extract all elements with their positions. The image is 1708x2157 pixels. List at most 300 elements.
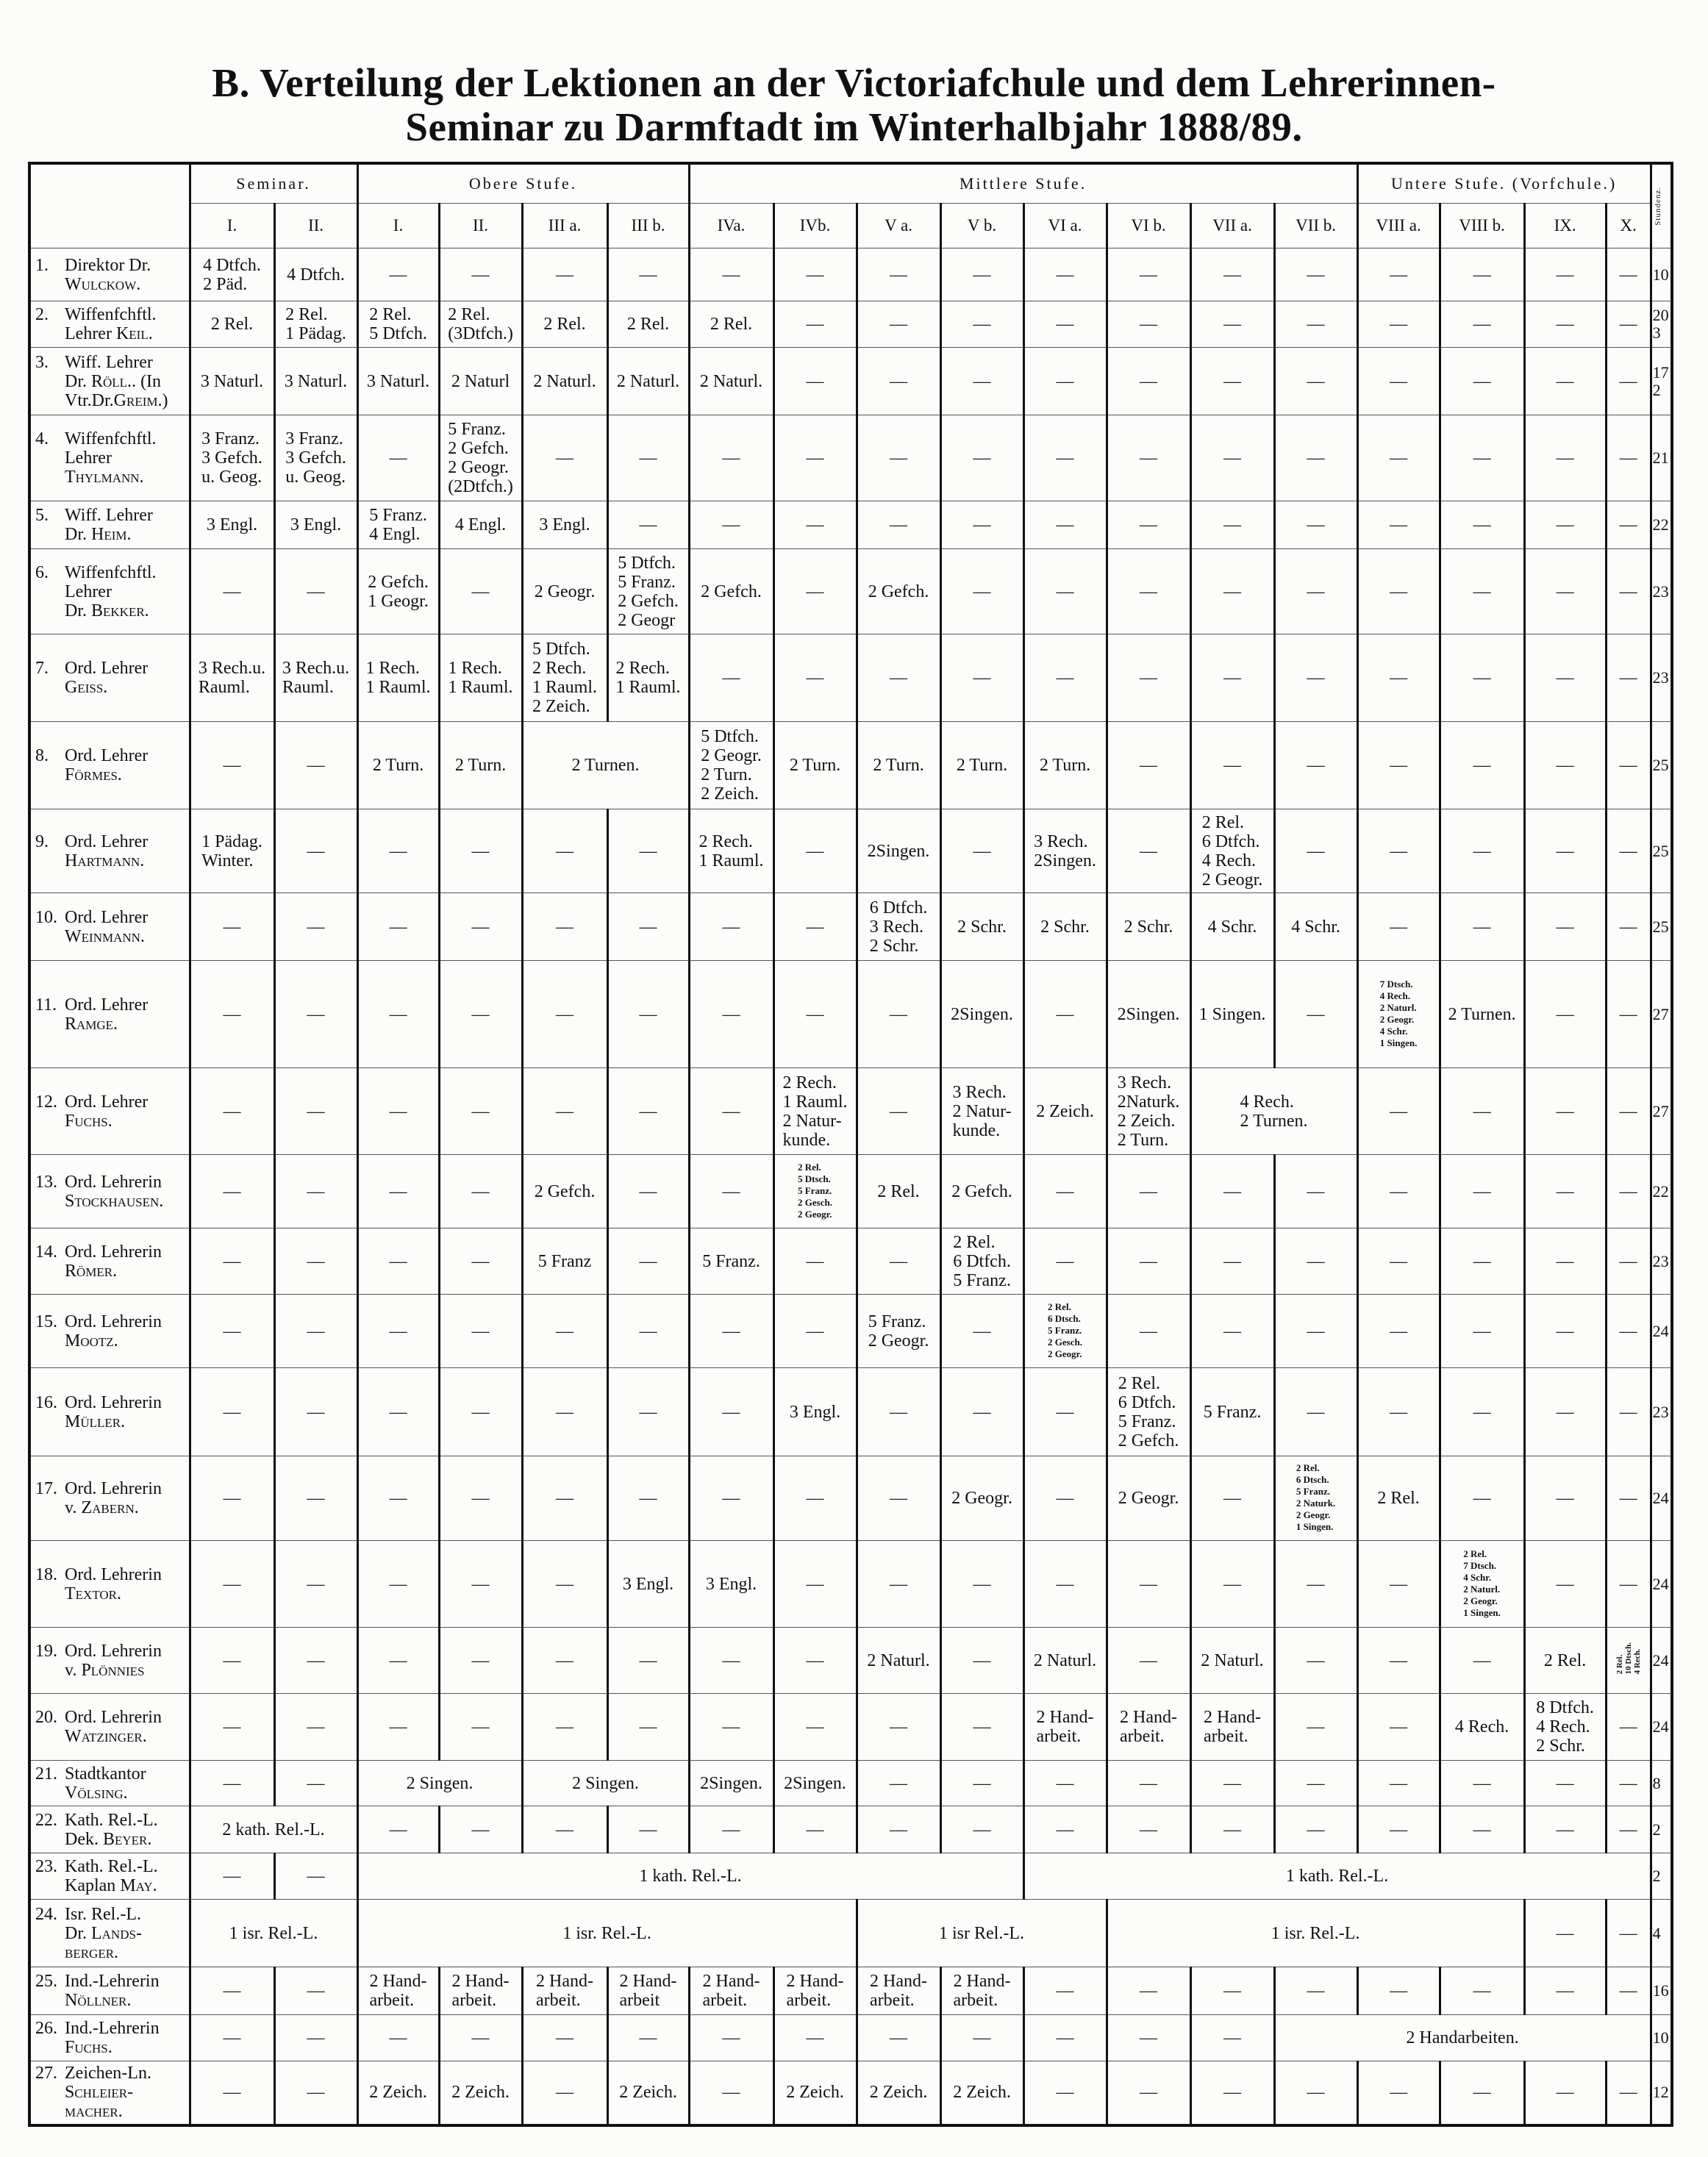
lesson-text: — <box>890 2028 908 2047</box>
class-header: VIII b. <box>1440 204 1524 248</box>
lesson-text: — <box>639 515 657 534</box>
lesson-text: 2 Rel. 6 Dtfch. 4 Rech. 2 Geogr. <box>1201 812 1263 890</box>
empty-lesson-cell <box>773 248 857 301</box>
teacher-name-line <box>35 1857 187 1876</box>
empty-lesson-cell <box>439 809 522 893</box>
teacher-name-line <box>35 1811 187 1830</box>
lesson-text: — <box>1390 1181 1408 1201</box>
empty-lesson-cell <box>940 1368 1023 1456</box>
empty-lesson-cell <box>689 2061 773 2125</box>
lesson-cell <box>190 415 274 501</box>
lesson-text: — <box>639 448 657 468</box>
empty-lesson-cell <box>522 415 607 501</box>
row-number: 16. <box>35 1392 57 1412</box>
empty-lesson-cell <box>1606 348 1651 415</box>
lesson-cell <box>773 1155 857 1228</box>
lesson-text: — <box>1056 2028 1074 2047</box>
lesson-text: — <box>973 1820 991 1839</box>
teacher-surname: Röll. <box>91 371 132 391</box>
empty-lesson-cell <box>940 1541 1023 1628</box>
lesson-text: — <box>1556 265 1574 285</box>
empty-lesson-cell <box>1190 1155 1274 1228</box>
empty-lesson-cell <box>274 1541 357 1628</box>
total-hours-cell <box>1651 415 1672 501</box>
empty-lesson-cell <box>857 1228 940 1295</box>
lesson-text: 2 Turn. <box>956 756 1008 775</box>
lesson-text: — <box>890 448 908 468</box>
lesson-text: — <box>556 2083 574 2103</box>
lesson-text: — <box>1556 315 1574 334</box>
lesson-text: — <box>1056 582 1074 601</box>
empty-lesson-cell <box>1357 809 1440 893</box>
total-hours-header <box>1651 163 1672 248</box>
empty-lesson-cell <box>689 501 773 549</box>
lesson-text: — <box>1473 448 1491 468</box>
lesson-text: — <box>389 265 407 285</box>
total-hours-cell <box>1651 248 1672 301</box>
empty-lesson-cell <box>773 1456 857 1541</box>
lesson-cell <box>274 301 357 348</box>
lesson-text: — <box>1556 1402 1574 1422</box>
empty-lesson-cell <box>607 1155 689 1228</box>
table-row <box>29 2015 1672 2061</box>
table-row <box>29 501 1672 549</box>
table-row <box>29 1900 1672 1967</box>
empty-lesson-cell <box>940 1628 1023 1694</box>
lesson-text: — <box>973 1773 991 1793</box>
empty-lesson-cell <box>1190 1295 1274 1368</box>
empty-lesson-cell <box>1440 1628 1524 1694</box>
lesson-cell <box>439 301 522 348</box>
empty-lesson-cell <box>190 1228 274 1295</box>
empty-lesson-cell <box>1357 1295 1440 1368</box>
empty-lesson-cell <box>607 501 689 549</box>
empty-lesson-cell <box>1524 1541 1606 1628</box>
teacher-surname: Lands- <box>91 1923 142 1943</box>
empty-lesson-cell <box>1274 1694 1357 1761</box>
lesson-text: — <box>973 371 991 391</box>
lesson-cell <box>1107 1456 1190 1541</box>
lesson-text: 2 Hand- arbeit. <box>369 1972 427 2010</box>
total-hours-cell <box>1651 1068 1672 1155</box>
lesson-text: — <box>1307 515 1325 534</box>
teacher-title: Wiffenfchftl. <box>65 305 157 324</box>
empty-lesson-cell <box>1524 501 1606 549</box>
lesson-text: — <box>1056 1773 1074 1793</box>
lesson-text: — <box>471 1321 490 1341</box>
teacher-title: Dek. <box>65 1829 103 1849</box>
teacher-title: Wiffenfchftl. <box>65 429 157 448</box>
lesson-text: — <box>1140 1773 1158 1793</box>
teacher-name-cell <box>29 1694 190 1761</box>
lesson-text: — <box>1473 2083 1491 2103</box>
table-row <box>29 348 1672 415</box>
total-hours-value: 17 2 <box>1652 362 1669 399</box>
empty-lesson-cell <box>1107 1541 1190 1628</box>
empty-lesson-cell <box>1274 1155 1357 1228</box>
lesson-text: — <box>806 315 824 334</box>
total-hours-cell <box>1651 1541 1672 1628</box>
empty-lesson-cell <box>1524 549 1606 634</box>
lesson-text: — <box>1056 315 1074 334</box>
empty-lesson-cell <box>1190 549 1274 634</box>
teacher-surname: Stockhausen. <box>65 1191 164 1211</box>
teacher-name-line <box>35 1661 187 1680</box>
teacher-name-line <box>35 908 187 927</box>
lesson-text: — <box>973 315 991 334</box>
table-row <box>29 1628 1672 1694</box>
lesson-text: 2 Hand- arbeit. <box>702 1972 760 2010</box>
lesson-cell <box>357 634 439 722</box>
lesson-text: — <box>1223 315 1242 334</box>
lesson-cell <box>1107 1068 1190 1155</box>
lesson-cell <box>522 501 607 549</box>
total-hours-value: 24 <box>1652 1574 1669 1593</box>
lesson-text: — <box>223 1650 241 1670</box>
row-number: 11. <box>35 995 57 1015</box>
empty-lesson-cell <box>773 893 857 961</box>
class-header: VI b. <box>1107 204 1190 248</box>
teacher-title: Ord. Lehrer <box>65 831 149 851</box>
lesson-text: 2 Hand- arbeit. <box>870 1972 927 2010</box>
lesson-text: — <box>471 841 490 861</box>
lesson-text: — <box>556 1101 574 1121</box>
empty-lesson-cell <box>1440 1456 1524 1541</box>
empty-lesson-cell <box>857 1541 940 1628</box>
empty-lesson-cell <box>1357 549 1440 634</box>
lesson-text: 1 kath. Rel.-L. <box>1285 1867 1389 1886</box>
lesson-text: — <box>471 917 490 937</box>
empty-lesson-cell <box>1606 1068 1651 1155</box>
teacher-title: Isr. Rel.-L. <box>65 1904 141 1924</box>
empty-lesson-cell <box>1606 1761 1651 1806</box>
lesson-text: 5 Franz. 2 Gefch. 2 Geogr. (2Dtfch.) <box>448 420 513 496</box>
empty-lesson-cell <box>1190 2061 1274 2125</box>
document-title-line-2: Seminar zu Darmftadt im Winterhalbjahr 1888/89. <box>405 104 1303 149</box>
empty-lesson-cell <box>1023 1228 1107 1295</box>
class-header: IVb. <box>773 204 857 248</box>
lesson-text: — <box>639 1402 657 1422</box>
lesson-text: — <box>1223 1574 1242 1594</box>
empty-lesson-cell <box>357 2015 439 2061</box>
lesson-text: 2 Rel. 6 Dtfch. 5 Franz. 2 Gefch. <box>1118 1373 1179 1450</box>
lesson-text: — <box>1140 756 1158 775</box>
table-row <box>29 1761 1672 1806</box>
empty-lesson-cell <box>1107 2061 1190 2125</box>
lesson-text: 2 Hand- arbeit <box>619 1972 677 2010</box>
lesson-text: 4 Engl. <box>454 515 507 534</box>
empty-lesson-cell <box>357 809 439 893</box>
lesson-text: — <box>223 1489 241 1508</box>
total-hours-cell <box>1651 549 1672 634</box>
lesson-cell <box>357 722 439 809</box>
teacher-surname: May. <box>120 1876 157 1895</box>
teacher-name-line <box>35 391 187 410</box>
lesson-text: — <box>1140 1650 1158 1670</box>
empty-lesson-cell <box>1524 248 1606 301</box>
lesson-text: — <box>1473 668 1491 687</box>
teacher-name-line <box>35 1830 187 1849</box>
lesson-text: — <box>722 1820 740 1839</box>
lesson-text: — <box>639 1004 657 1024</box>
empty-lesson-cell <box>1274 1761 1357 1806</box>
teacher-name-cell <box>29 809 190 893</box>
teacher-name-cell <box>29 301 190 348</box>
lesson-text: — <box>1619 1820 1637 1839</box>
lesson-text: 2Singen. <box>951 1004 1013 1024</box>
lesson-cell <box>190 301 274 348</box>
lesson-text: — <box>1140 1251 1158 1271</box>
lesson-text: 4 Dtfch. <box>287 265 345 285</box>
empty-lesson-cell <box>689 1368 773 1456</box>
teacher-title: Ord. Lehrer <box>65 995 149 1015</box>
lesson-text: 8 Dtfch. 4 Rech. 2 Schr. <box>1536 1698 1594 1756</box>
lesson-cell <box>1190 1628 1274 1694</box>
empty-lesson-cell <box>1606 961 1651 1068</box>
empty-lesson-cell <box>607 1295 689 1368</box>
lesson-text: — <box>806 1004 824 1024</box>
teacher-name-cell <box>29 1628 190 1694</box>
empty-lesson-cell <box>607 961 689 1068</box>
total-hours-cell <box>1651 722 1672 809</box>
lesson-text: — <box>890 1489 908 1508</box>
lesson-text: — <box>639 1489 657 1508</box>
teacher-name-line <box>35 1092 187 1112</box>
lesson-text: — <box>1473 1489 1491 1508</box>
empty-lesson-cell <box>1190 348 1274 415</box>
lesson-cell <box>1440 1541 1524 1628</box>
empty-lesson-cell <box>274 1967 357 2015</box>
lesson-text: — <box>1556 1773 1574 1793</box>
empty-lesson-cell <box>1606 248 1651 301</box>
lesson-text: — <box>307 1181 325 1201</box>
teacher-title: Kaplan <box>65 1876 121 1895</box>
empty-lesson-cell <box>689 1806 773 1853</box>
lesson-text: — <box>471 1004 490 1024</box>
empty-lesson-cell <box>607 809 689 893</box>
empty-lesson-cell <box>522 1068 607 1155</box>
empty-lesson-cell <box>439 1541 522 1628</box>
empty-lesson-cell <box>190 1853 274 1900</box>
empty-lesson-cell <box>1357 1967 1440 2015</box>
lesson-text: — <box>973 265 991 285</box>
empty-lesson-cell <box>274 1853 357 1900</box>
teacher-surname: Römer. <box>65 1261 118 1281</box>
teacher-surname: Geiss. <box>65 678 108 697</box>
lesson-text: — <box>471 1181 490 1201</box>
total-hours-value: 8 <box>1652 1773 1661 1792</box>
lesson-cell <box>1274 2015 1651 2061</box>
empty-lesson-cell <box>1023 1456 1107 1541</box>
lesson-text: — <box>806 1820 824 1839</box>
lesson-cell <box>439 722 522 809</box>
lesson-cell <box>190 809 274 893</box>
empty-lesson-cell <box>1606 1228 1651 1295</box>
total-hours-cell <box>1651 501 1672 549</box>
teacher-surname: Müller. <box>65 1412 126 1431</box>
total-hours-value: 10 <box>1652 265 1669 284</box>
lesson-text: — <box>1307 756 1325 775</box>
lesson-text: 2 Hand- arbeit. <box>1120 1708 1177 1746</box>
empty-lesson-cell <box>1107 1806 1190 1853</box>
empty-lesson-cell <box>1524 301 1606 348</box>
teacher-surname: Beyer. <box>102 1829 152 1849</box>
lesson-text: 2 Gefch. <box>868 582 929 601</box>
lesson-text: — <box>307 2083 325 2103</box>
empty-lesson-cell <box>1023 348 1107 415</box>
lesson-text: 2 Rel. 5 Dtsch. 5 Franz. 2 Gesch. 2 Geogr. <box>798 1161 832 1220</box>
lesson-text: 2 Zeich. <box>369 2083 427 2103</box>
lesson-text: 2 Naturl. <box>533 371 596 391</box>
lesson-cell <box>1023 1853 1651 1900</box>
teacher-name-line <box>35 1924 187 1943</box>
row-number: 10. <box>35 907 57 927</box>
empty-lesson-cell <box>1357 248 1440 301</box>
lesson-text: — <box>471 1574 490 1594</box>
lesson-text: — <box>806 265 824 285</box>
total-hours-value: 23 <box>1652 1402 1669 1421</box>
lesson-text: 2 Rel. 1 Pädag. <box>285 305 346 343</box>
empty-lesson-cell <box>1274 501 1357 549</box>
lesson-cell <box>940 893 1023 961</box>
empty-lesson-cell <box>1274 415 1357 501</box>
teacher-title: Ord. Lehrerin <box>65 1312 162 1331</box>
lesson-text: — <box>1223 2028 1242 2047</box>
empty-lesson-cell <box>1023 961 1107 1068</box>
lesson-text: — <box>1390 1321 1408 1341</box>
class-header: IX. <box>1524 204 1606 248</box>
lesson-cell <box>857 1967 940 2015</box>
lesson-text: — <box>1390 1717 1408 1736</box>
lesson-text: 2 Rel. <box>1543 1650 1587 1670</box>
empty-lesson-cell <box>1524 415 1606 501</box>
total-hours-value: 20 3 <box>1652 306 1669 342</box>
total-hours-value: 4 <box>1652 1923 1661 1942</box>
teacher-surname: Ramge. <box>65 1014 118 1034</box>
empty-lesson-cell <box>1606 415 1651 501</box>
empty-lesson-cell <box>522 893 607 961</box>
lesson-text: 2 Rech. 1 Rauml. 2 Natur- kunde. <box>782 1073 848 1150</box>
teacher-title: Dr. <box>65 1923 91 1943</box>
lesson-cell <box>1190 893 1274 961</box>
lesson-text: — <box>1140 371 1158 391</box>
empty-lesson-cell <box>1606 549 1651 634</box>
total-hours-value: 24 <box>1652 1650 1669 1670</box>
empty-lesson-cell <box>1274 2061 1357 2125</box>
empty-lesson-cell <box>1107 1155 1190 1228</box>
row-number: 9. <box>35 831 49 851</box>
teacher-name-cell <box>29 1541 190 1628</box>
teacher-name-line <box>35 1727 187 1746</box>
lesson-text: — <box>1556 1820 1574 1839</box>
empty-lesson-cell <box>773 1806 857 1853</box>
empty-lesson-cell <box>607 1368 689 1456</box>
lesson-text: — <box>471 2028 490 2047</box>
lesson-cell <box>1274 1456 1357 1541</box>
lesson-cell <box>857 1900 1107 1967</box>
row-number: 1. <box>35 255 49 275</box>
teacher-title: Ord. Lehrerin <box>65 1708 162 1727</box>
total-hours-value: 12 <box>1652 2083 1669 2102</box>
lesson-text: — <box>1056 265 1074 285</box>
lesson-text: 6 Dtfch. 3 Rech. 2 Schr. <box>869 898 928 956</box>
lesson-text: — <box>471 1650 490 1670</box>
empty-lesson-cell <box>1274 549 1357 634</box>
empty-lesson-cell <box>1606 722 1651 809</box>
lesson-text: — <box>1619 917 1637 937</box>
teacher-name-line <box>35 2038 187 2057</box>
lesson-text: — <box>1473 515 1491 534</box>
empty-lesson-cell <box>1440 1155 1524 1228</box>
lesson-text: — <box>1223 448 1242 468</box>
teacher-title: Wiff. Lehrer <box>65 506 153 525</box>
lesson-text: 2 Gefch. 1 Geogr. <box>368 572 429 611</box>
lesson-text: — <box>639 1101 657 1121</box>
lesson-text: 2 Zeich. <box>869 2083 928 2103</box>
lesson-cell <box>439 1967 522 2015</box>
total-hours-cell <box>1651 2015 1672 2061</box>
teacher-name-cell <box>29 1806 190 1853</box>
empty-lesson-cell <box>607 248 689 301</box>
empty-lesson-cell <box>1524 1456 1606 1541</box>
lesson-text: — <box>556 265 574 285</box>
lesson-text: — <box>1390 1820 1408 1839</box>
table-row <box>29 549 1672 634</box>
lesson-text: 2 Gefch. <box>534 1181 596 1201</box>
empty-lesson-cell <box>773 1541 857 1628</box>
lesson-text: — <box>1390 265 1408 285</box>
lesson-text: — <box>1556 1981 1574 2000</box>
teacher-name-line <box>35 1642 187 1661</box>
row-number: 8. <box>35 746 49 765</box>
empty-lesson-cell <box>357 1068 439 1155</box>
lesson-text: — <box>1140 1820 1158 1839</box>
empty-lesson-cell <box>274 1456 357 1541</box>
lesson-text: — <box>1556 917 1574 937</box>
lesson-cell <box>274 501 357 549</box>
lesson-text: — <box>1307 1820 1325 1839</box>
lesson-text: — <box>1307 1773 1325 1793</box>
lesson-text: 2 Turnen. <box>571 756 640 775</box>
lesson-text: — <box>1473 1820 1491 1839</box>
class-header: VI a. <box>1023 204 1107 248</box>
teacher-surname: Thylmann. <box>65 468 144 487</box>
teacher-name-line <box>35 525 187 544</box>
empty-lesson-cell <box>1107 809 1190 893</box>
lesson-text: — <box>1390 448 1408 468</box>
teacher-name-line <box>35 851 187 870</box>
empty-lesson-cell <box>857 1761 940 1806</box>
empty-lesson-cell <box>607 893 689 961</box>
empty-lesson-cell <box>1274 961 1357 1068</box>
empty-lesson-cell <box>1524 1368 1606 1456</box>
teacher-title: Lehrer <box>65 448 112 468</box>
lesson-text: — <box>1056 1574 1074 1594</box>
lesson-cell <box>522 549 607 634</box>
lesson-text: — <box>973 515 991 534</box>
lesson-text: — <box>223 1251 241 1271</box>
row-number: 23. <box>35 1857 57 1876</box>
teacher-title: Lehrer <box>65 324 116 343</box>
lesson-text: — <box>1619 1181 1637 1201</box>
empty-lesson-cell <box>274 893 357 961</box>
empty-lesson-cell <box>1357 1694 1440 1761</box>
empty-lesson-cell <box>522 248 607 301</box>
empty-lesson-cell <box>522 809 607 893</box>
empty-lesson-cell <box>1357 415 1440 501</box>
empty-lesson-cell <box>1524 809 1606 893</box>
lesson-text: 5 Dtfch. 2 Rech. 1 Rauml. 2 Zeich. <box>532 640 598 716</box>
